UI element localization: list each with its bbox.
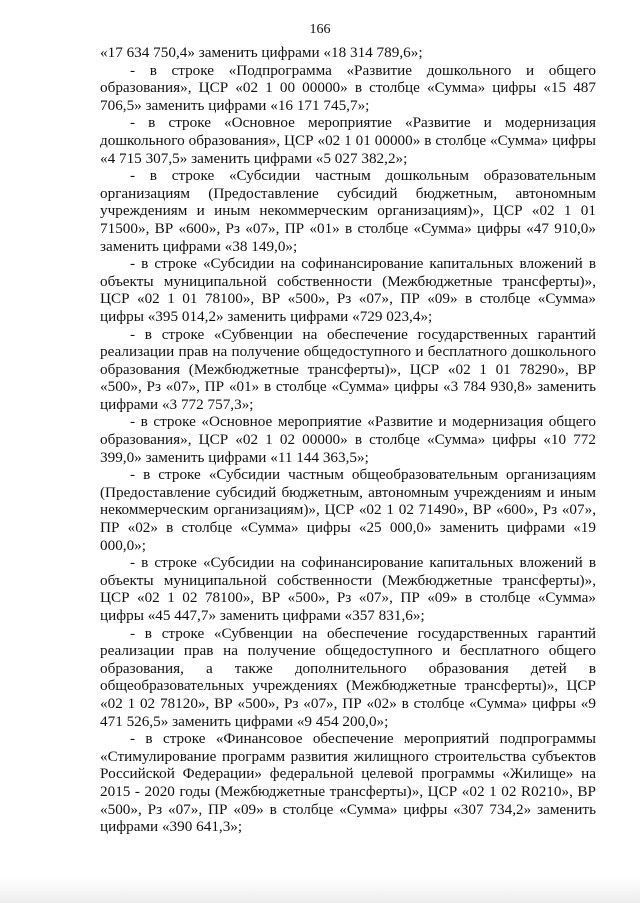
paragraph: - в строке «Субсидии частным общеобразовательным организациям (Предоставление субсидий бюджетным, автономным учреждениям и иным некоммерческим организациям)», ЦСР «02 1 02 71490», ВР «600», Рз «07», ПР «02» в столбце «Сумма» цифры «25 000,0» заменить цифрами «19 000,0»; <box>100 466 596 554</box>
scan-edge-shadow <box>0 878 640 903</box>
paragraph: - в строке «Финансовое обеспечение мероприятий подпрограммы «Стимулирование программ развития жилищного строительства субъектов Российской Федерации» федеральной целевой программы «Жилище» на 2015 - 2020 годы (Межбюджетные трансферты)», ЦСР «02 1 02 R0210», ВР «500», Рз «07», ПР «09» в столбце «Сумма» цифры «307 734,2» заменить цифрами «390 641,3»; <box>100 730 596 836</box>
paragraph: - в строке «Субвенции на обеспечение государственных гарантий реализации прав на получение общедоступного и бесплатного дошкольного образования (Межбюджетные трансферты)», ЦСР «02 1 01 78290», ВР «500», Рз «07», ПР «01» в столбце «Сумма» цифры «3 784 930,8» заменить цифрами «3 772 757,3»; <box>100 325 596 413</box>
page-number: 166 <box>309 22 331 37</box>
paragraph: - в строке «Субсидии частным дошкольным образовательным организациям (Предоставление субсидий бюджетным, автономным учреждениям и иным некоммерческим организациям)», ЦСР «02 1 01 71500», ВР «600», Рз «07», ПР «01» в столбце «Сумма» цифры «47 910,0» заменить цифрами «38 149,0»; <box>100 167 596 255</box>
document-body <box>100 44 596 836</box>
paragraph: - в строке «Субсидии на софинансирование капитальных вложений в объекты муниципальной собственности (Межбюджетные трансферты)», ЦСР «02 1 02 78100», ВР «500», Рз «07», ПР «09» в столбце «Сумма» цифры «45 447,7» заменить цифрами «357 831,6»; <box>100 554 596 624</box>
paragraph: - в строке «Основное мероприятие «Развитие и модернизация дошкольного образования», ЦСР «02 1 01 00000» в столбце «Сумма» цифры «4 715 307,5» заменить цифрами «5 027 382,2»; <box>100 114 596 167</box>
paragraph: - в строке «Основное мероприятие «Развитие и модернизация общего образования», ЦСР «02 1 02 00000» в столбце «Сумма» цифры «10 772 399,0» заменить цифрами «11 144 363,5»; <box>100 413 596 466</box>
paragraph: - в строке «Субсидии на софинансирование капитальных вложений в объекты муниципальной собственности (Межбюджетные трансферты)», ЦСР «02 1 01 78100», ВР «500», Рз «07», ПР «09» в столбце «Сумма» цифры «395 014,2» заменить цифрами «729 023,4»; <box>100 255 596 325</box>
paragraph: «17 634 750,4» заменить цифрами «18 314 789,6»; <box>100 44 423 61</box>
paragraph: - в строке «Субвенции на обеспечение государственных гарантий реализации прав на получение общедоступного и бесплатного общего образования, а также дополнительного образования детей в общеобразовательных учреждениях (Межбюджетные трансферты)», ЦСР «02 1 02 78120», ВР «500», Рз «07», ПР «02» в столбце «Сумма» цифры «9 471 526,5» заменить цифрами «9 454 200,0»; <box>100 624 596 730</box>
paragraph: - в строке «Подпрограмма «Развитие дошкольного и общего образования», ЦСР «02 1 00 00000» в столбце «Сумма» цифры «15 487 706,5» заменить цифрами «16 171 745,7»; <box>100 61 596 114</box>
